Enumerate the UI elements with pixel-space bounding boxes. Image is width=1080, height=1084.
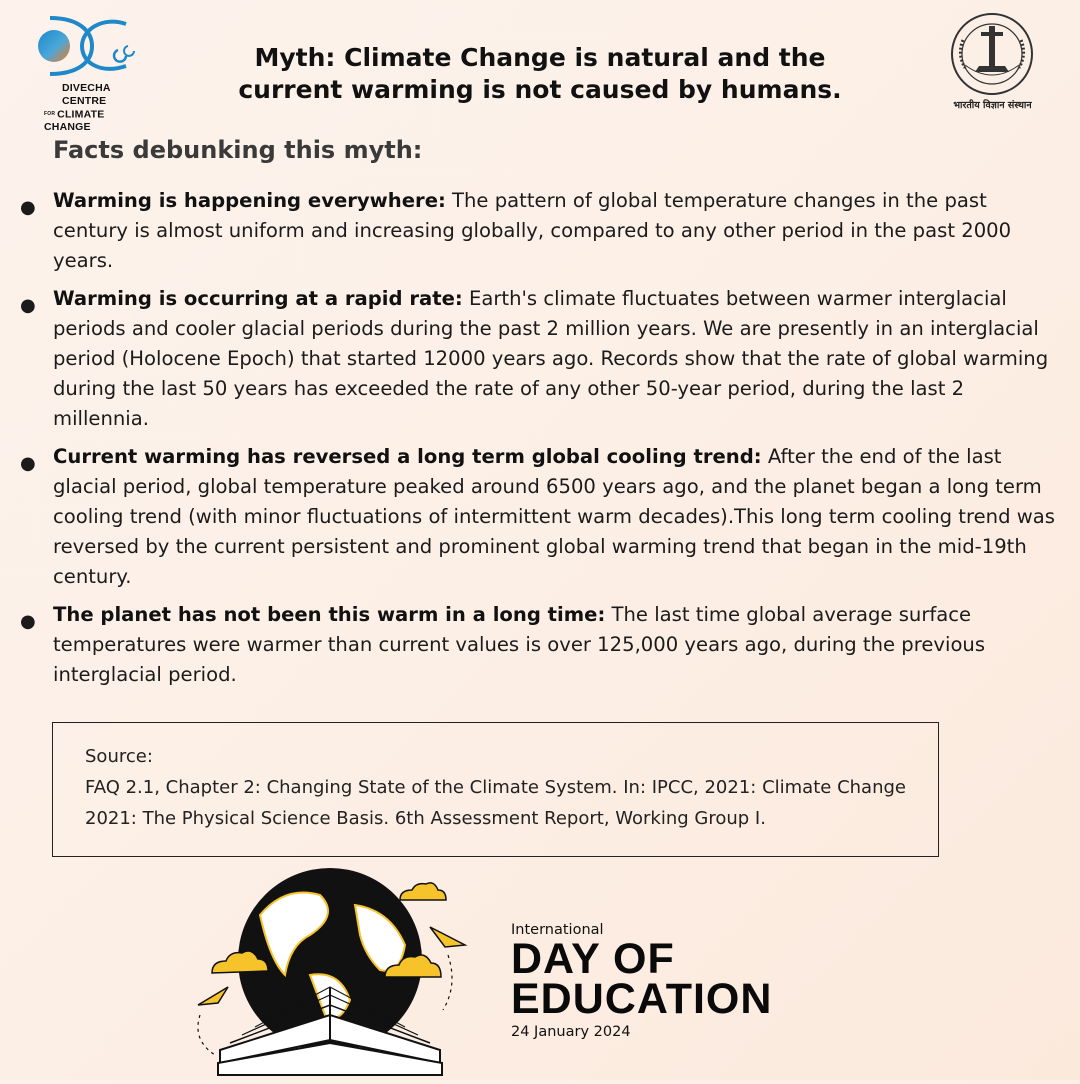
bullet-icon: ● [20, 611, 36, 632]
fact-item [20, 442, 1060, 592]
fact-heading: The planet has not been this warm in a long time: [53, 603, 606, 626]
fact-heading: Warming is occurring at a rapid rate: [53, 287, 463, 310]
bullet-icon: ● [20, 295, 36, 316]
title-line2: current warming is not caused by humans. [238, 75, 842, 104]
source-box [52, 722, 939, 857]
fact-heading: Current warming has reversed a long term global cooling trend: [53, 445, 762, 468]
page-title [170, 42, 910, 106]
event-title-line1: DAY OF [511, 935, 675, 983]
fact-text: After the end of the last glacial period, global temperature peaked around 6500 years ago, and the planet began a long term cooling trend (with minor fluctuations of intermittent warm decades).This long term cooling trend was reversed by the current persistent and prominent global warming trend that began in the mid-19th century. [53, 445, 1055, 588]
facts-heading: Facts debunking this myth: [53, 136, 423, 164]
globe-book-illustration [190, 865, 470, 1080]
divecha-dc-logo-icon [30, 12, 145, 82]
bullet-icon: ● [20, 453, 36, 474]
paper-plane-icon [198, 987, 228, 1005]
iisc-hindi-name: भारतीय विज्ञान संस्थान [953, 100, 1032, 111]
fact-item [20, 186, 1060, 276]
logo-line2: CLIMATE CHANGE [44, 108, 105, 134]
fact-heading: Warming is happening everywhere: [53, 189, 446, 212]
source-text: FAQ 2.1, Chapter 2: Changing State of the Climate System. In: IPCC, 2021: Climate Change 2021: The Physical Science Basis. 6th Assessment Report, Working Group I. [85, 777, 906, 829]
fact-text: The last time global average surface temperatures were warmer than current values is over 125,000 years ago, during the previous interglacial period. [53, 603, 986, 686]
bullet-icon: ● [20, 197, 36, 218]
fact-text: Earth's climate fluctuates between warmer interglacial periods and cooler glacial periods during the past 2 million years. We are presently in an interglacial period (Holocene Epoch) that started 12000 years ago. Records show that the rate of global warming during the last 50 years has exceeded the rate of any other 50-year period, during the last 2 millennia. [53, 287, 1049, 430]
fact-item [20, 284, 1060, 434]
event-international: International [511, 922, 604, 938]
globe-icon [190, 865, 470, 1080]
cloud-icon [400, 883, 446, 900]
fact-item [20, 600, 1060, 690]
source-label: Source: [85, 746, 153, 767]
event-date: 24 January 2024 [511, 1024, 631, 1040]
logo-line1: DIVECHA CENTRE [62, 82, 111, 107]
title-line1: Myth: Climate Change is natural and the [254, 43, 826, 72]
iisc-seal-icon [935, 10, 1050, 98]
logo-for: FOR [44, 111, 56, 117]
event-title-line2: EDUCATION [511, 975, 773, 1023]
fact-text: The pattern of global temperature changes in the past century is almost uniform and increasing globally, compared to any other period in the past 2000 years. [53, 189, 1012, 272]
divecha-logo [30, 12, 145, 134]
iisc-logo [935, 10, 1050, 115]
paper-plane-icon [430, 927, 465, 947]
facts-list [20, 186, 1060, 698]
event-block [511, 922, 772, 1040]
